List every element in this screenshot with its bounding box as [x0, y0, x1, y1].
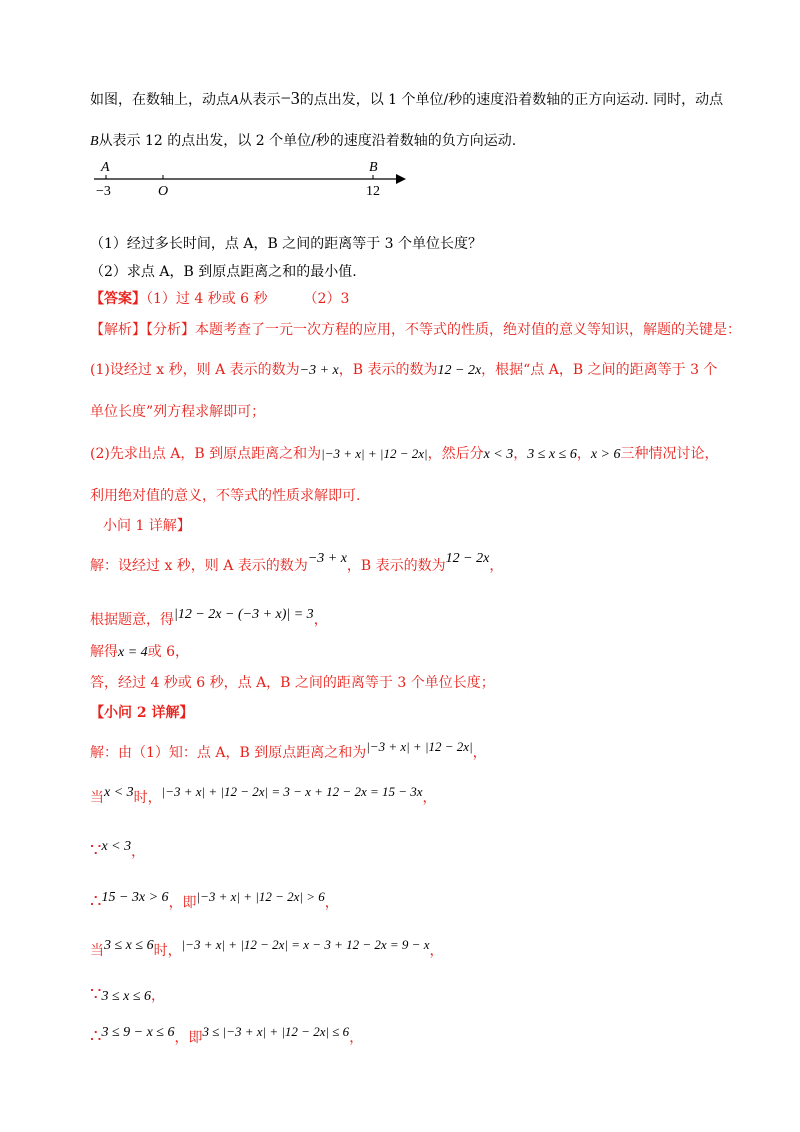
- math-expr: 12 − 2x: [437, 363, 482, 378]
- analysis-line-4: (2)先求出点 A，B 到原点距离之和为|−3 + x| + |12 − 2x|，然后分x < 3，3 ≤ x ≤ 6，x > 6三种情况讨论，: [90, 446, 719, 462]
- question-1: （1）经过多长时间，点 A，B 之间的距离等于 3 个单位长度？: [90, 236, 483, 252]
- text: 时，: [153, 943, 182, 959]
- math-expr: 15 − 3x > 6: [101, 890, 169, 905]
- math-A: A: [230, 93, 239, 108]
- therefore-symbol: ∴: [90, 1026, 102, 1047]
- analysis-line-1: 【解析】【分析】本题考查了一元一次方程的应用，不等式的性质，绝对值的意义等知识，解题的关键是：: [90, 322, 741, 338]
- text: 时，: [133, 790, 162, 806]
- text: 解得: [90, 644, 118, 660]
- sub2-line-1: 解：由（1）知：点 A，B 到原点距离之和为|−3 + x| + |12 − 2x|，: [90, 739, 487, 761]
- text: 从表示: [238, 92, 281, 108]
- tick-label-O: O: [158, 184, 169, 199]
- answer-text: （1）过 4 秒或 6 秒: [146, 291, 268, 307]
- math-expr: |−3 + x| + |12 − 2x| = x − 3 + 12 − 2x = 9 − x: [181, 937, 430, 952]
- math-expr: x = 4: [118, 645, 148, 660]
- text: 根据题意，得: [90, 612, 174, 628]
- analysis-line-3: 单位长度”列方程求解即可；: [90, 404, 266, 420]
- sub2-line-5: 当3 ≤ x ≤ 6时，|−3 + x| + |12 − 2x| = x − 3 + 12 − 2x = 9 − x，: [90, 937, 444, 959]
- text: 或 6，: [147, 644, 190, 660]
- text: 当: [90, 943, 104, 959]
- therefore-symbol: ∴: [90, 891, 102, 912]
- sub1-line-2: 根据题意，得|12 − 2x − (−3 + x)| = 3，: [90, 607, 328, 628]
- text: ，即: [174, 1030, 203, 1046]
- text: 的点出发，以 1 个单位/秒的速度沿着数轴的正方向运动. 同时，动点: [299, 92, 724, 108]
- axis-arrow: [396, 174, 406, 184]
- sub2-line-3: ∵x < 3，: [90, 839, 146, 861]
- sub1-line-4: 答，经过 4 秒或 6 秒，点 A，B 之间的距离等于 3 个单位长度；: [90, 675, 495, 691]
- math-expr: |−3 + x| + |12 − 2x| > 6: [196, 889, 325, 904]
- tick-label-12: 12: [366, 184, 380, 199]
- text: (2)先求出点 A，B 到原点距离之和为: [90, 446, 322, 462]
- tick-label-m3: −3: [96, 184, 111, 199]
- math-expr: 12 − 2x: [445, 551, 490, 566]
- math-expr: x < 3: [101, 839, 132, 854]
- sub2-line-4: ∴15 − 3x > 6，即|−3 + x| + |12 − 2x| > 6，: [90, 889, 339, 912]
- math-expr: 3 ≤ |−3 + x| + |12 − 2x| ≤ 6: [202, 1024, 350, 1039]
- sub2-line-6: ∵3 ≤ x ≤ 6，: [90, 984, 166, 1005]
- math-expr: |−3 + x| + |12 − 2x| = 3 − x + 12 − 2x = 15 − 3x: [161, 784, 423, 799]
- text: 三种情况讨论，: [620, 446, 719, 462]
- math-expr: |−3 + x| + |12 − 2x|: [321, 446, 428, 461]
- problem-line-2: [90, 131, 516, 152]
- text: ，B 表示的数为: [346, 558, 446, 574]
- problem-line-1: [90, 88, 723, 111]
- sub1-line-3: [90, 642, 189, 663]
- math-expr: x < 3: [483, 447, 514, 462]
- math-value: −3: [280, 88, 300, 108]
- math-expr: x < 3: [104, 785, 134, 800]
- math-expr: −3 + x: [307, 551, 347, 566]
- math-expr: 3 ≤ x ≤ 6: [101, 989, 152, 1004]
- text: ，然后分: [427, 446, 484, 462]
- text: 解：由（1）知：点 A，B 到原点距离之和为: [90, 745, 367, 761]
- text: 当: [90, 790, 104, 806]
- analysis-line-5: 利用绝对值的意义，不等式的性质求解即可.: [90, 488, 361, 504]
- sub1-line-1: 解：设经过 x 秒，则 A 表示的数为−3 + x，B 表示的数为12 − 2x，: [90, 551, 504, 574]
- because-symbol: ∵: [90, 984, 102, 1005]
- text: ，B 表示的数为: [338, 362, 438, 378]
- math-expr: x > 6: [590, 447, 621, 462]
- label-A: A: [101, 160, 110, 175]
- sub2-line-2: 当x < 3时，|−3 + x| + |12 − 2x| = 3 − x + 12 − 2x = 15 − 3x，: [90, 784, 437, 806]
- answer-tag: 【答案】: [90, 291, 146, 307]
- number-line: [90, 155, 420, 201]
- math-expr: 3 ≤ 9 − x ≤ 6: [101, 1025, 175, 1040]
- math-expr: 3 ≤ x ≤ 6: [527, 447, 577, 462]
- text: (1)设经过 x 秒，则 A 表示的数为: [90, 362, 300, 378]
- answer-line: [90, 289, 349, 309]
- text: ，根据“点 A，B 之间的距离等于 3 个: [481, 362, 718, 378]
- math-expr: |−3 + x| + |12 − 2x|: [366, 739, 473, 754]
- text: 如图，在数轴上，动点: [90, 92, 230, 108]
- text: 从表示 12 的点出发，以 2 个单位/秒的速度沿着数轴的负方向运动.: [98, 133, 517, 149]
- sub2-title: 【小问 2 详解】: [90, 705, 194, 721]
- text: ，即: [168, 895, 197, 911]
- question-2: （2）求点 A，B 到原点距离之和的最小值.: [90, 264, 357, 280]
- because-symbol: ∵: [90, 840, 102, 861]
- math-expr: |12 − 2x − (−3 + x)| = 3: [174, 607, 314, 622]
- sub2-line-7: ∴3 ≤ 9 − x ≤ 6，即3 ≤ |−3 + x| + |12 − 2x| ≤ 6，: [90, 1024, 364, 1047]
- text: 解：设经过 x 秒，则 A 表示的数为: [90, 558, 308, 574]
- math-B: B: [90, 134, 99, 149]
- math-expr: 3 ≤ x ≤ 6: [104, 938, 154, 953]
- analysis-line-2: [90, 360, 717, 381]
- answer-part2: （2）3: [303, 291, 350, 307]
- sub1-title: 小问 1 详解】: [103, 518, 191, 534]
- label-B: B: [369, 160, 378, 175]
- math-expr: −3 + x: [299, 363, 339, 378]
